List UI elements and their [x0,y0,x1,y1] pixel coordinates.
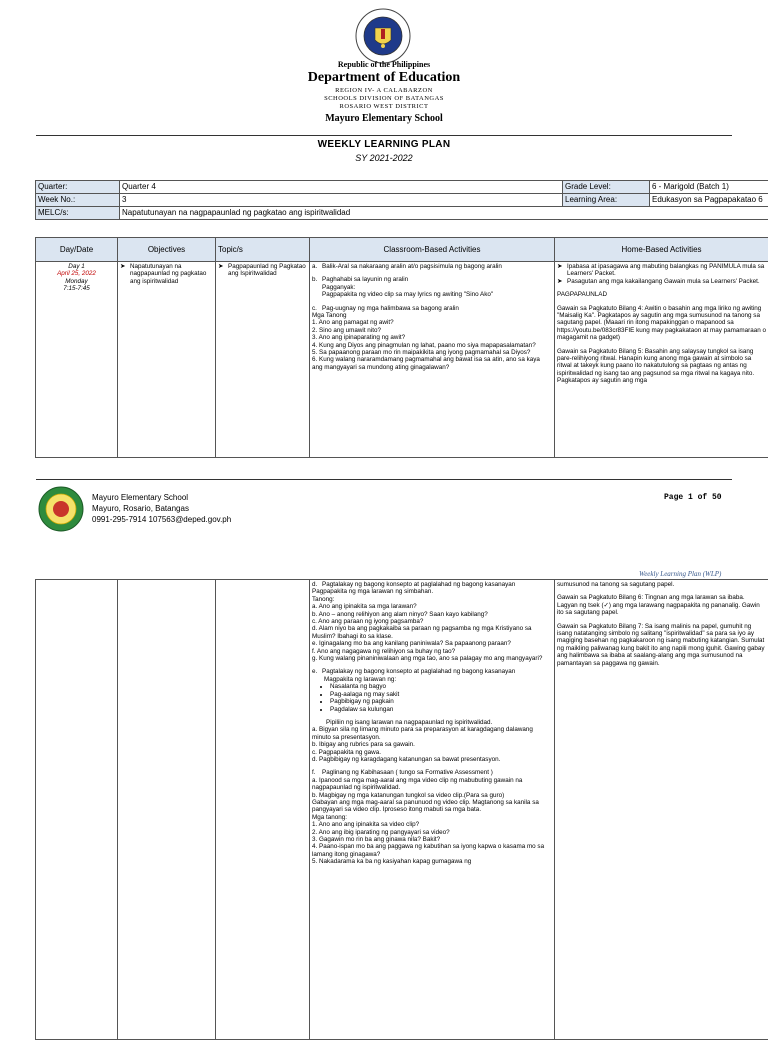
republic-line: Republic of the Philippines [0,60,768,69]
activities-table [35,237,768,458]
picture-list [312,683,552,713]
objective-item: Napatutunayan na nagpapaunlad ng pagkatao ang ispiritwalidad [130,263,213,285]
area-label: Learning Area: [563,194,650,207]
plan-title: WEEKLY LEARNING PLAN [0,139,768,150]
step-a: Balik-Aral sa nakaraang aralin at/o pagsisimula ng bagong aralin [322,263,502,270]
home-activity-7: Gawain sa Pagkatuto Bilang 7: Sa isang malinis na papel, gumuhit ng isang natatanging simbolo ng salitang "ispiritwalidad" sa para sa iyo ay magiging basehan ng pagkakaroon ng isang mabuting katangian. Sumulat ng maikling paliwanag kung bakit ito ang napili mong iguhit. Gawing gabay ang halimbawa sa ibaba at saalang-alang ang mga sumusunod na pamantayan sa paggawa ng gawain. [557,623,766,667]
classroom-cell: a. Balik-Aral sa nakaraang aralin at/o pagsisimula ng bagong aralin b. Paghahabi sa layunin ng aralin Pagganyak: Pagpapakita ng video clip sa may lyrics ng awiting "Sino Ako" c. Pag-uugnay ng mga halimbawa sa bagong aralin Mga Tanong 1. Ano ang pamagat ng awit? 2. Sino ang umawit nito? 3. Ano ang ipinaparating ng awit? 4. Kung ang Diyos ang pinagmulan ng lahat, paano mo siya mapapasalamatan? 5. Sa papaanong paraan mo rin maipakikita ang iyong pagmamahal sa Diyos? 6. Kung walang nararamdamang pagmamahal ang bawat isa sa atin, ano sa kaya ang mangyayari sa mundong ating ginagalawan? [310,262,555,458]
quarter-value: Quarter 4 [120,181,563,194]
melc-value: Napatutunayan na nagpapaunlad ng pagkatao ang ispiritwalidad [120,207,768,220]
step-b: Paghahabi sa layunin ng aralin [322,276,408,283]
header-divider [36,135,732,136]
day-cell-empty [36,580,118,1040]
home-bullet: Pasagutan ang mga kakailangang Gawain mula sa Learners' Packet. [567,278,760,285]
area-value: Edukasyon sa Pagpapakatao 6 [650,194,768,207]
home-cell-continued: sumusunod na tanong sa sagutang papel. Gawain sa Pagkatuto Bilang 6: Tingnan ang mga larawan sa ibaba. Lagyan ng tsek (✓) ang mga larawang nagpapakita ng pananalig. Gawin ito sa sagutang papel. Gawain sa Pagkatuto Bilang 7: Sa isang malinis na papel, gumuhit ng isang natatanging simbolo ng salitang "ispiritwalidad" sa para sa iyo ay magiging basehan ng pagkakaroon ng isang mabuting katangian. Sumulat ng maikling paliwanag kung bakit ito ang napili mong iguhit. Gawing gabay ang halimbawa sa ibaba at saalang-alang ang mga sumusunod na pamantayan sa paggawa ng gawain. [555,580,768,1040]
school-year: SY 2021-2022 [0,153,768,163]
region-line: REGION IV- A CALABARZON [0,87,768,94]
objectives-cell-empty [118,580,216,1040]
school-logo [38,486,84,532]
day-weekday: Monday [38,278,115,285]
school-name: Mayuro Elementary School [0,113,768,124]
objectives-cell: ➤ Napatutunayan na nagpapaunlad ng pagkatao ang ispiritwalidad [118,262,216,458]
col-topics: Topic/s [216,238,310,262]
grade-label: Grade Level: [563,181,650,194]
home-heading: PAGPAPAUNLAD [557,291,766,298]
day-date: April 25, 2022 [38,270,115,277]
step-c: Pag-uugnay ng mga halimbawa sa bagong aralin [322,305,459,312]
col-classroom: Classroom-Based Activities [310,238,555,262]
division-line: SCHOOLS DIVISION OF BATANGAS [0,95,768,102]
running-title: Weekly Learning Plan (WLP) [639,570,721,578]
quarter-label: Quarter: [36,181,120,194]
col-day-date: Day/Date [36,238,118,262]
list-item: • Nasalanta ng bagyo [330,683,552,690]
district-line: ROSARIO WEST DISTRICT [0,103,768,110]
list-item: • Pagdalaw sa kulungan [330,706,552,713]
list-item: • Pag-aalaga ng may sakit [330,691,552,698]
footer-divider [36,479,732,480]
grade-value: 6 - Marigold (Batch 1) [650,181,768,194]
day-label: Day 1 [38,263,115,270]
home-activity-4: Gawain sa Pagkatuto Bilang 4: Awitin o basahin ang mga liriko ng awiting "Maisalig Ka". Pagkatapos ay sagutin ang mga sumusunod na tanong sa sagutang papel. (Maaari rin itong mapakinggan o mapanood sa https://youtu.be/083cr83FIE kung may pagkakataon at may pamamaraan o magagamit na gadget) [557,305,766,342]
footer-school: Mayuro Elementary School Mayuro, Rosario, Batangas 0991-295-7914 107563@deped.gov.ph [92,492,231,525]
col-home: Home-Based Activities [555,238,768,262]
week-label: Week No.: [36,194,120,207]
classroom-cell-continued: d. Pagtalakay ng bagong konsepto at paglalahad ng bagong kasanayan Pagpapakita ng mga larawan ng simbahan. Tanong: a. Ano ang ipinakita sa mga larawan? b. Ano – anong relihiyon ang alam ninyo? Saan kayo kabilang? c. Ano ang paraan ng iyong pagsamba? d. Alam niyo ba ang pagkakaiba sa paraan ng pagsamba ng mga Kristiyano sa Muslim? Ibahagi ito sa klase. e. Iginagalang mo ba ang kanilang paniniwala? Sa papaanong paraan? f. Ano ang nagagawa ng relihiyon sa buhay ng tao? g. Kung walang pinaniniwalaan ang mga tao, ano sa palagay mo ang mangyayari? e. Pagtalakay ng bagong konsepto at paglalahad ng bagong kasanayan Magpakita ng larawan ng: • Nasalanta ng bagyo • Pag-aalaga ng may sakit • Pagbibigay ng pagkain • Pagdalaw sa kulungan Pipiliin ng isang larawan na nagpapaunlad ng ispiritwalidad. a. Bigyan sila ng limang minuto para sa preparasyon at karagdagang dalawang minuto sa presentasyon. b. Ibigay ang rubrics para sa gawain. c. Pagpapakita ng gawa. d. Pagbibigay ng karagdagang katanungan sa bawat presentasyon. f. Paglinang ng Kabihasaan ( tungo sa Formative Assessment ) a. Ipanood sa mga mag-aaral ang mga video clip ng mabubuting gawain na nagpapaunlad ng ispiritwalidad. b. Magbigay ng mga katanungan tungkol sa video clip.(Para sa guro) Gabayan ang mga mag-aaral sa panunuod ng video clip. Magtanong sa kanila sa pangyayari sa video clip. Iproseso itong mabuti sa mga bata. Mga tanong: 1. Ano ano ang ipinakita sa video clip? 2. Ano ang ibig iparating ng pangyayari sa video? 3. Gagawin mo rin ba ang ginawa nila? Bakit? 4. Paano-ispan mo ba ang paggawa ng kabutihan sa iyong kapwa o kasama mo sa lamang itong ginagawa? 5. Nakadarama ka ba ng kasiyahan kapag gumagawa ng [310,580,555,1040]
week-value: 3 [120,194,563,207]
activities-table-continued [35,579,768,1040]
day-cell [36,262,118,458]
day-time: 7:15-7:45 [38,285,115,292]
page-number: Page 1 of 50 [664,493,722,502]
topics-cell: ➤ Pagpapaunlad ng Pagkatao ang Ispiritwalidad [216,262,310,458]
home-activity-6: Gawain sa Pagkatuto Bilang 6: Tingnan ang mga larawan sa ibaba. Lagyan ng tsek (✓) ang mga larawang nagpapakita ng pananalig. Gawin ito sa sagutang papel. [557,594,766,616]
list-item: • Pagbibigay ng pagkain [330,698,552,705]
step-e: Pagtalakay ng bagong konsepto at paglalahad ng bagong kasanayan [322,668,515,675]
col-objectives: Objectives [118,238,216,262]
department-title: Department of Education [0,70,768,86]
topic-item: Pagpapaunlad ng Pagkatao ang Ispiritwalidad [228,263,307,278]
info-table [35,180,768,220]
step-f: Paglinang ng Kabihasaan ( tungo sa Formative Assessment ) [322,769,493,776]
home-cell: ➤ Ipabasa at ipasagawa ang mabuting balangkas ng PANIMULA mula sa Learners' Packet. ➤ Pasagutan ang mga kakailangang Gawain mula sa Learners' Packet. PAGPAPAUNLAD Gawain sa Pagkatuto Bilang 4: Awitin o basahin ang mga liriko ng awiting "Maisalig Ka". Pagkatapos ay sagutin ang mga sumusunod na tanong sa sagutang papel. (Maaari rin itong mapakinggan o mapanood sa https://youtu.be/083cr83FIE kung may pagkakataon at may pamamaraan o magagamit na gadget) Gawain sa Pagkatuto Bilang 5: Basahin ang salaysay tungkol sa isang pare-relihiyong ritwal. Hanapin kung anong mga gawain at simbolo sa ritwal at takeyk kung paano ito nakatutulong sa pagtaas ng antas ng ispiritwalidad ng isang tao ang pagsunod sa mga ritwal na kagaya nito. Pagkatapos ay sagutin ang mga [555,262,768,458]
step-d: Pagtalakay ng bagong konsepto at paglalahad ng bagong kasanayan [322,581,515,588]
topics-cell-empty [216,580,310,1040]
home-bullet: Ipabasa at ipasagawa ang mabuting balangkas ng PANIMULA mula sa Learners' Packet. [567,263,766,278]
melc-label: MELC/s: [36,207,120,220]
home-activity-5: Gawain sa Pagkatuto Bilang 5: Basahin ang salaysay tungkol sa isang pare-relihiyong ritwal. Hanapin kung anong mga gawain at simbolo sa ritwal at takeyk kung paano ito nakatutulong sa pagtaas ng antas ng ispiritwalidad ng isang tao ang pagsunod sa mga ritwal na kagaya nito. Pagkatapos ay sagutin ang mga [557,348,766,385]
deped-seal [355,8,411,64]
